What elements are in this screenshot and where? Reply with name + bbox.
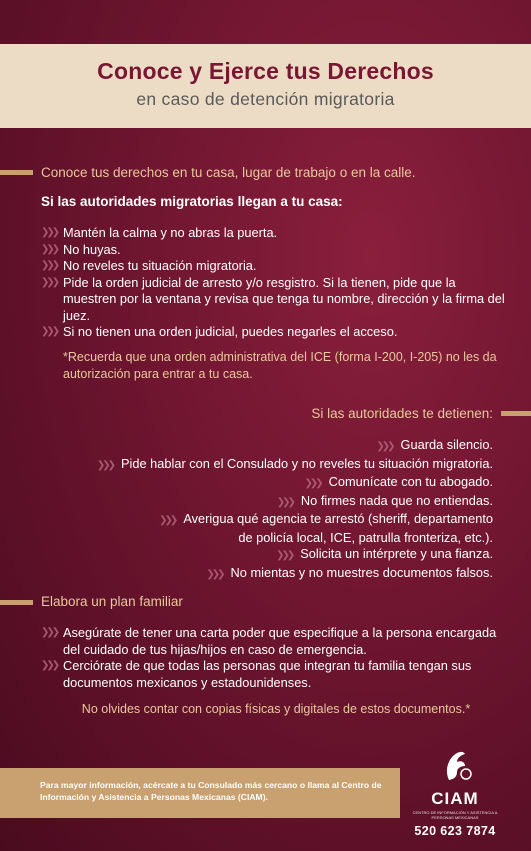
chevron-right-icon: ❯❯❯ [376,441,393,452]
chevron-right-icon: ❯❯❯ [41,276,58,288]
accent-bar [501,411,531,416]
list-item: de policía local, ICE, patrulla fronteriza, etc.). [238,529,493,545]
list-item: ❯❯❯ Si no tienen una orden judicial, puedes negarles el acceso. [41,324,398,339]
phone-number[interactable]: 520 623 7874 [414,824,496,838]
list-item: ❯❯❯ Mantén la calma y no abras la puerta. [41,225,278,240]
chevron-right-icon: ❯❯❯ [41,627,58,638]
section3-note: No olvides contar con copias físicas y digitales de estos documentos.* [81,702,471,716]
chevron-right-icon: ❯❯❯ [276,550,293,561]
chevron-right-icon: ❯❯❯ [96,459,113,471]
chevron-right-icon: ❯❯❯ [304,478,321,489]
footer-text: Para mayor información, acércate a tu Consulado más cercano o llama al Centro de Información y Asistencia a Personas Mexicanas (CIAM). [40,780,382,802]
chevron-right-icon: ❯❯❯ [41,326,58,337]
ciam-logo [405,746,505,838]
list-item: ❯❯❯ No huyas. [41,241,121,257]
chevron-right-icon: ❯❯❯ [41,227,58,238]
section1-subheading: Si las autoridades migratorias llegan a tu casa: [41,194,343,209]
list-item: ❯❯❯ Solicita un intérprete y una fianza. [276,546,493,561]
chevron-right-icon: ❯❯❯ [41,260,58,271]
list-item: ❯❯❯ Asegúrate de tener una carta poder que especifique a la persona encargada del cuidado de tus hijas/hijos en caso de emergencia. [41,625,497,657]
section1-list [41,225,506,341]
ciam-logo-icon [435,746,475,782]
section1-note: *Recuerda que una orden administrativa del ICE (forma I-200, I-205) no les da autorización para entrar a tu casa. [63,350,497,381]
logo-name: CIAM [431,789,479,808]
list-item: ❯❯❯ Averigua qué agencia te arrestó (sheriff, departamento [159,511,493,526]
list-item: ❯❯❯ Comunícate con tu abogado. [304,474,493,489]
section2-list [23,437,493,583]
chevron-right-icon: ❯❯❯ [206,568,223,580]
chevron-right-icon: ❯❯❯ [159,515,176,526]
list-item: ❯❯❯ No firmes nada que no entiendas. [276,492,493,508]
list-item: ❯❯❯ No reveles tu situación migratoria. [41,258,257,273]
section3-list [41,625,511,691]
list-item: ❯❯❯ No mientas y no muestres documentos falsos. [206,564,493,580]
list-item: ❯❯❯ Cerciórate de que todas las personas que integran tu familia tengan sus documentos mexicanos y estadounidenses. [41,658,472,690]
page-subtitle: en caso de detención migratoria [136,89,395,109]
accent-bar [0,170,33,175]
section3-heading: Elabora un plan familiar [41,594,183,609]
section2-heading: Si las autoridades te detienen: [311,406,493,421]
accent-bar [0,600,33,605]
chevron-right-icon: ❯❯❯ [41,243,58,255]
logo-subtext: CENTRO DE INFORMACIÓN Y ASISTENCIA A PERSONAS MEXICANAS [412,810,498,820]
list-item: ❯❯❯ Pide la orden judicial de arresto y/o resgistro. Si la tienen, pide que la muestren por la ventana y revisa que tenga tu nombre, dirección y la firma del juez. [41,274,505,323]
chevron-right-icon: ❯❯❯ [41,660,58,671]
page-title: Conoce y Ejerce tus Derechos [97,58,434,84]
header-band [0,44,531,128]
list-item: ❯❯❯ Guarda silencio. [376,437,493,452]
chevron-right-icon: ❯❯❯ [276,496,293,508]
list-item: ❯❯❯ Pide hablar con el Consulado y no reveles tu situación migratoria. [96,455,493,471]
section1-heading: Conoce tus derechos en tu casa, lugar de trabajo o en la calle. [41,165,416,180]
